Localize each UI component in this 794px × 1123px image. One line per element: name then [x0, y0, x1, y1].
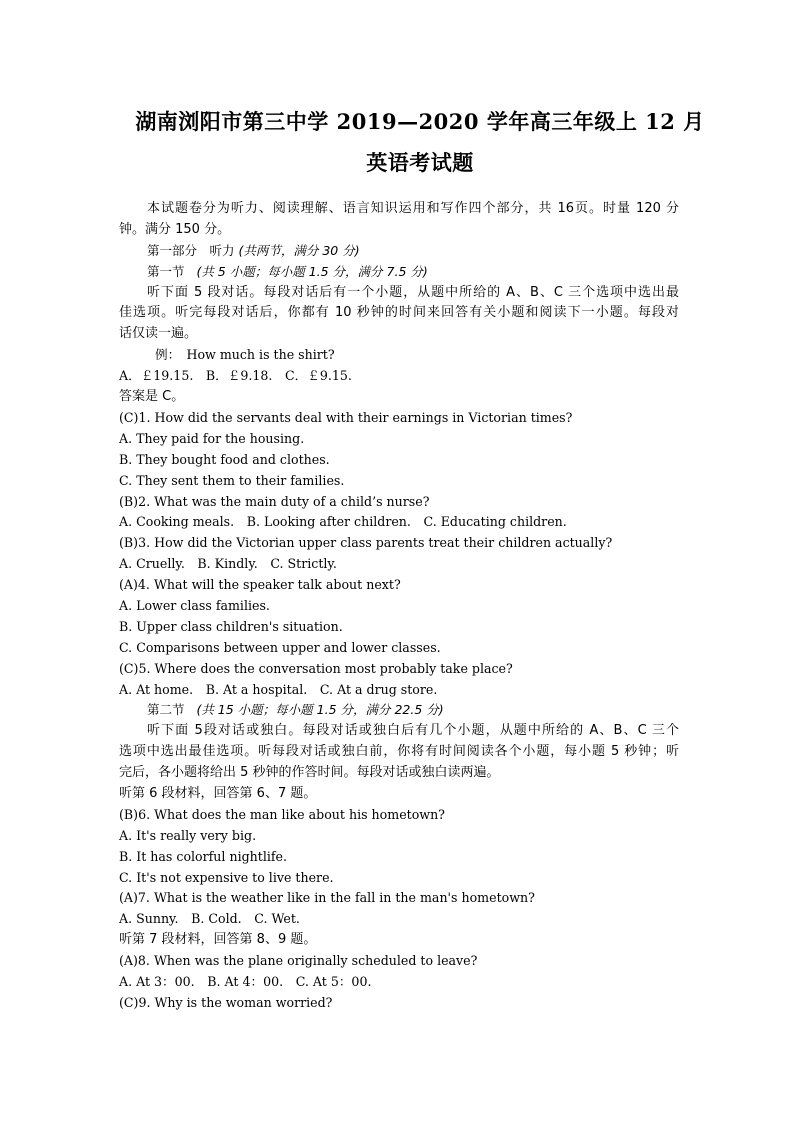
instruction-line: 话仅读一遍。	[119, 326, 198, 342]
question-5: (C)5. Where does the conversation most probably take place?	[119, 660, 513, 676]
example-question: 例： How much is the shirt?	[155, 347, 335, 363]
option: B. Upper class children's situation.	[119, 618, 343, 634]
option: A. Lower class families.	[119, 597, 270, 613]
document-body	[119, 199, 679, 1014]
question-6: (B)6. What does the man like about his hometown?	[119, 806, 445, 822]
section-note: (共 15 小题；每小题 1.5 分，满分 22.5 分)	[196, 702, 444, 718]
question-8: (A)8. When was the plane originally scheduled to leave?	[119, 953, 478, 969]
part-label: 第一部分 听力	[147, 242, 235, 258]
intro-line: 钟。满分 150 分。	[119, 221, 231, 237]
part-note: (共两节，满分 30 分)	[238, 242, 360, 258]
question-4: (A)4. What will the speaker talk about next?	[119, 577, 401, 593]
section-label: 第二节	[147, 702, 185, 718]
options-row: A. Cooking meals. B. Looking after children. C. Educating children.	[119, 514, 567, 530]
option: A. It's really very big.	[119, 827, 257, 843]
option: B. It has colorful nightlife.	[119, 848, 287, 864]
section-label: 第一节	[147, 263, 185, 279]
instruction-line: 听下面 5 段对话。每段对话后有一个小题，从题中所给的 A、B、C 三个选项中选出最	[147, 284, 679, 300]
material-heading: 听第 6 段材料，回答第 6、7 题。	[119, 786, 317, 802]
intro-line: 本试题卷分为听力、阅读理解、语言知识运用和写作四个部分，共 16页。时量 120 分	[147, 201, 679, 216]
example-answer: 答案是 C。	[119, 389, 185, 405]
section2-heading	[119, 700, 679, 721]
part1-heading	[119, 241, 679, 262]
section-note: (共 5 小题；每小题 1.5 分，满分 7.5 分)	[196, 263, 428, 279]
document-title-line2: 英语考试题	[366, 150, 474, 175]
options-row: A. Sunny. B. Cold. C. Wet.	[119, 911, 300, 927]
example-options: A．￡19.15. B．￡9.18. C．￡9.15.	[119, 368, 352, 384]
option: A. They paid for the housing.	[119, 430, 305, 446]
question-7: (A)7. What is the weather like in the fall in the man's hometown?	[119, 890, 535, 906]
instruction-line: 佳选项。听完每段对话后，你都有 10 秒钟的时间来回答有关小题和阅读下一小题。每段对	[119, 305, 679, 321]
question-2: (B)2. What was the main duty of a child’s nurse?	[119, 493, 430, 509]
document-title-line1: 湖南浏阳市第三中学 2019—2020 学年高三年级上 12 月	[135, 109, 705, 134]
option: C. It's not expensive to live there.	[119, 869, 334, 885]
section1-heading	[119, 262, 679, 283]
question-9: (C)9. Why is the woman worried?	[119, 994, 333, 1010]
instruction-line: 完后，各小题将给出 5 秒钟的作答时间。每段对话或独白读两遍。	[119, 765, 500, 781]
question-3: (B)3. How did the Victorian upper class parents treat their children actually?	[119, 535, 613, 551]
instruction-line: 听下面 5段对话或独白。每段对话或独白后有几个小题，从题中所给的 A、B、C 三个	[147, 723, 679, 739]
options-row: A. At home. B. At a hospital. C. At a drug store.	[119, 681, 438, 697]
option: C. They sent them to their families.	[119, 472, 345, 488]
options-row: A. At 3：00. B. At 4：00. C. At 5：00.	[119, 974, 372, 990]
material-heading: 听第 7 段材料，回答第 8、9 题。	[119, 932, 317, 948]
option: C. Comparisons between upper and lower classes.	[119, 639, 441, 655]
instruction-line: 选项中选出最佳选项。听每段对话或独白前，你将有时间阅读各个小题，每小题 5 秒钟；听	[119, 744, 679, 760]
option: B. They bought food and clothes.	[119, 451, 330, 467]
options-row: A. Cruelly. B. Kindly. C. Strictly.	[119, 556, 337, 572]
question-1: (C)1. How did the servants deal with their earnings in Victorian times?	[119, 409, 573, 425]
